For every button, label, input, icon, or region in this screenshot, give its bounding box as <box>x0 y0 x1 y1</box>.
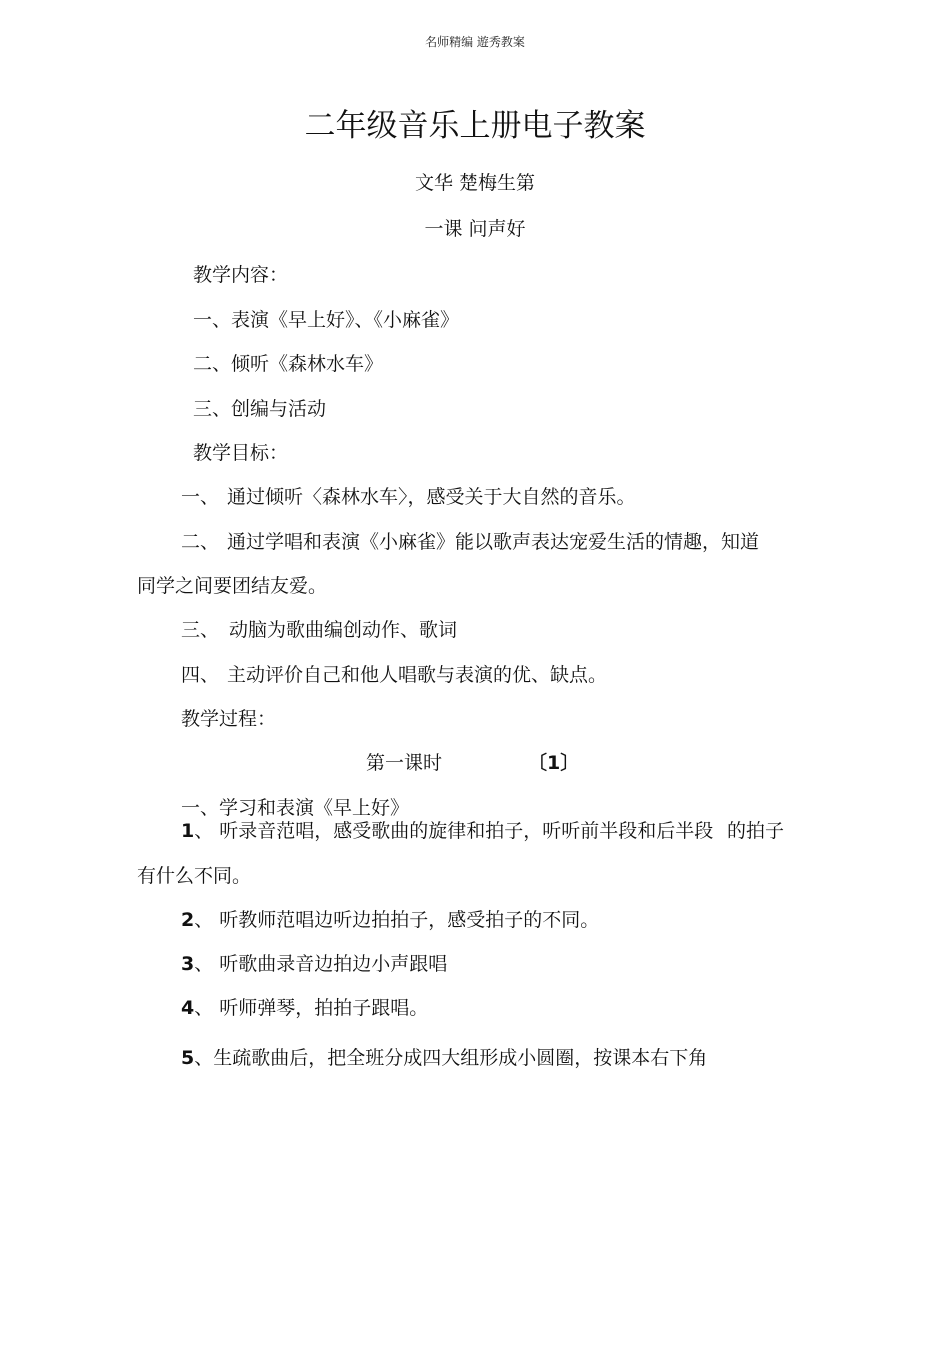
step-1-number: 1 <box>181 820 195 842</box>
goal-2-continuation: 同学之间要团结友爱。 <box>137 575 328 597</box>
process-heading: 教学过程： <box>181 708 277 730</box>
step-4 <box>181 993 428 1020</box>
content-item-2: 二、倾听《森林水车》 <box>193 353 384 375</box>
step-1 <box>181 816 713 843</box>
step-1-text: 、 听录音范唱，感受歌曲的旋律和拍子，听听前半段和后半段 <box>194 820 714 842</box>
goal-1-marker: 一、 <box>181 486 220 508</box>
content-item-1: 一、表演《早上好》、《小麻雀》 <box>193 309 460 331</box>
period-number: 〔1〕 <box>528 752 580 774</box>
period-label: 第一课时 <box>366 752 443 774</box>
goal-2-text: 通过学唱和表演《小麻雀》能以歌声表达宠爱生活的情趣，知道 <box>227 531 760 553</box>
goal-1-text: 通过倾听〈森林水车〉，感受关于大自然的音乐。 <box>227 486 636 508</box>
goal-2-marker: 二、 <box>181 531 220 553</box>
goals-heading: 教学目标： <box>193 442 289 464</box>
page-header: 名师精编 遊秀教案 <box>425 35 525 49</box>
step-2-number: 2 <box>181 909 195 931</box>
step-2-text: 、 听教师范唱边听边拍拍子，感受拍子的不同。 <box>194 909 600 931</box>
step-4-text: 、 听师弹琴，拍拍子跟唱。 <box>194 997 429 1019</box>
goal-4-text: 主动评价自己和他人唱歌与表演的优、缺点。 <box>227 664 608 686</box>
step-2 <box>181 905 599 932</box>
goal-3-text: 动脑为歌曲编创动作、歌词 <box>229 619 458 641</box>
section-1-heading: 一、学习和表演《早上好》 <box>181 797 410 819</box>
lesson-title: 一课 问声好 <box>424 218 526 240</box>
content-heading: 教学内容： <box>193 264 289 286</box>
step-3-number: 3 <box>181 953 195 975</box>
step-1-continuation: 有什么不同。 <box>137 865 252 887</box>
step-1-tail: 的拍子 <box>727 820 785 842</box>
step-5 <box>181 1043 707 1070</box>
content-item-3: 三、创编与活动 <box>193 398 327 420</box>
goal-3-marker: 三、 <box>181 619 220 641</box>
goal-4-marker: 四、 <box>181 664 220 686</box>
step-3-text: 、 听歌曲录音边拍边小声跟唱 <box>194 953 448 975</box>
step-4-number: 4 <box>181 997 195 1019</box>
author-line: 文华 楚梅生第 <box>414 172 536 194</box>
document-title: 二年级音乐上册电子教案 <box>304 108 646 144</box>
step-3 <box>181 949 447 976</box>
step-5-number: 5 <box>181 1047 195 1069</box>
step-5-text: 、生疏歌曲后，把全班分成四大组形成小圆圈，按课本右下角 <box>194 1047 708 1069</box>
